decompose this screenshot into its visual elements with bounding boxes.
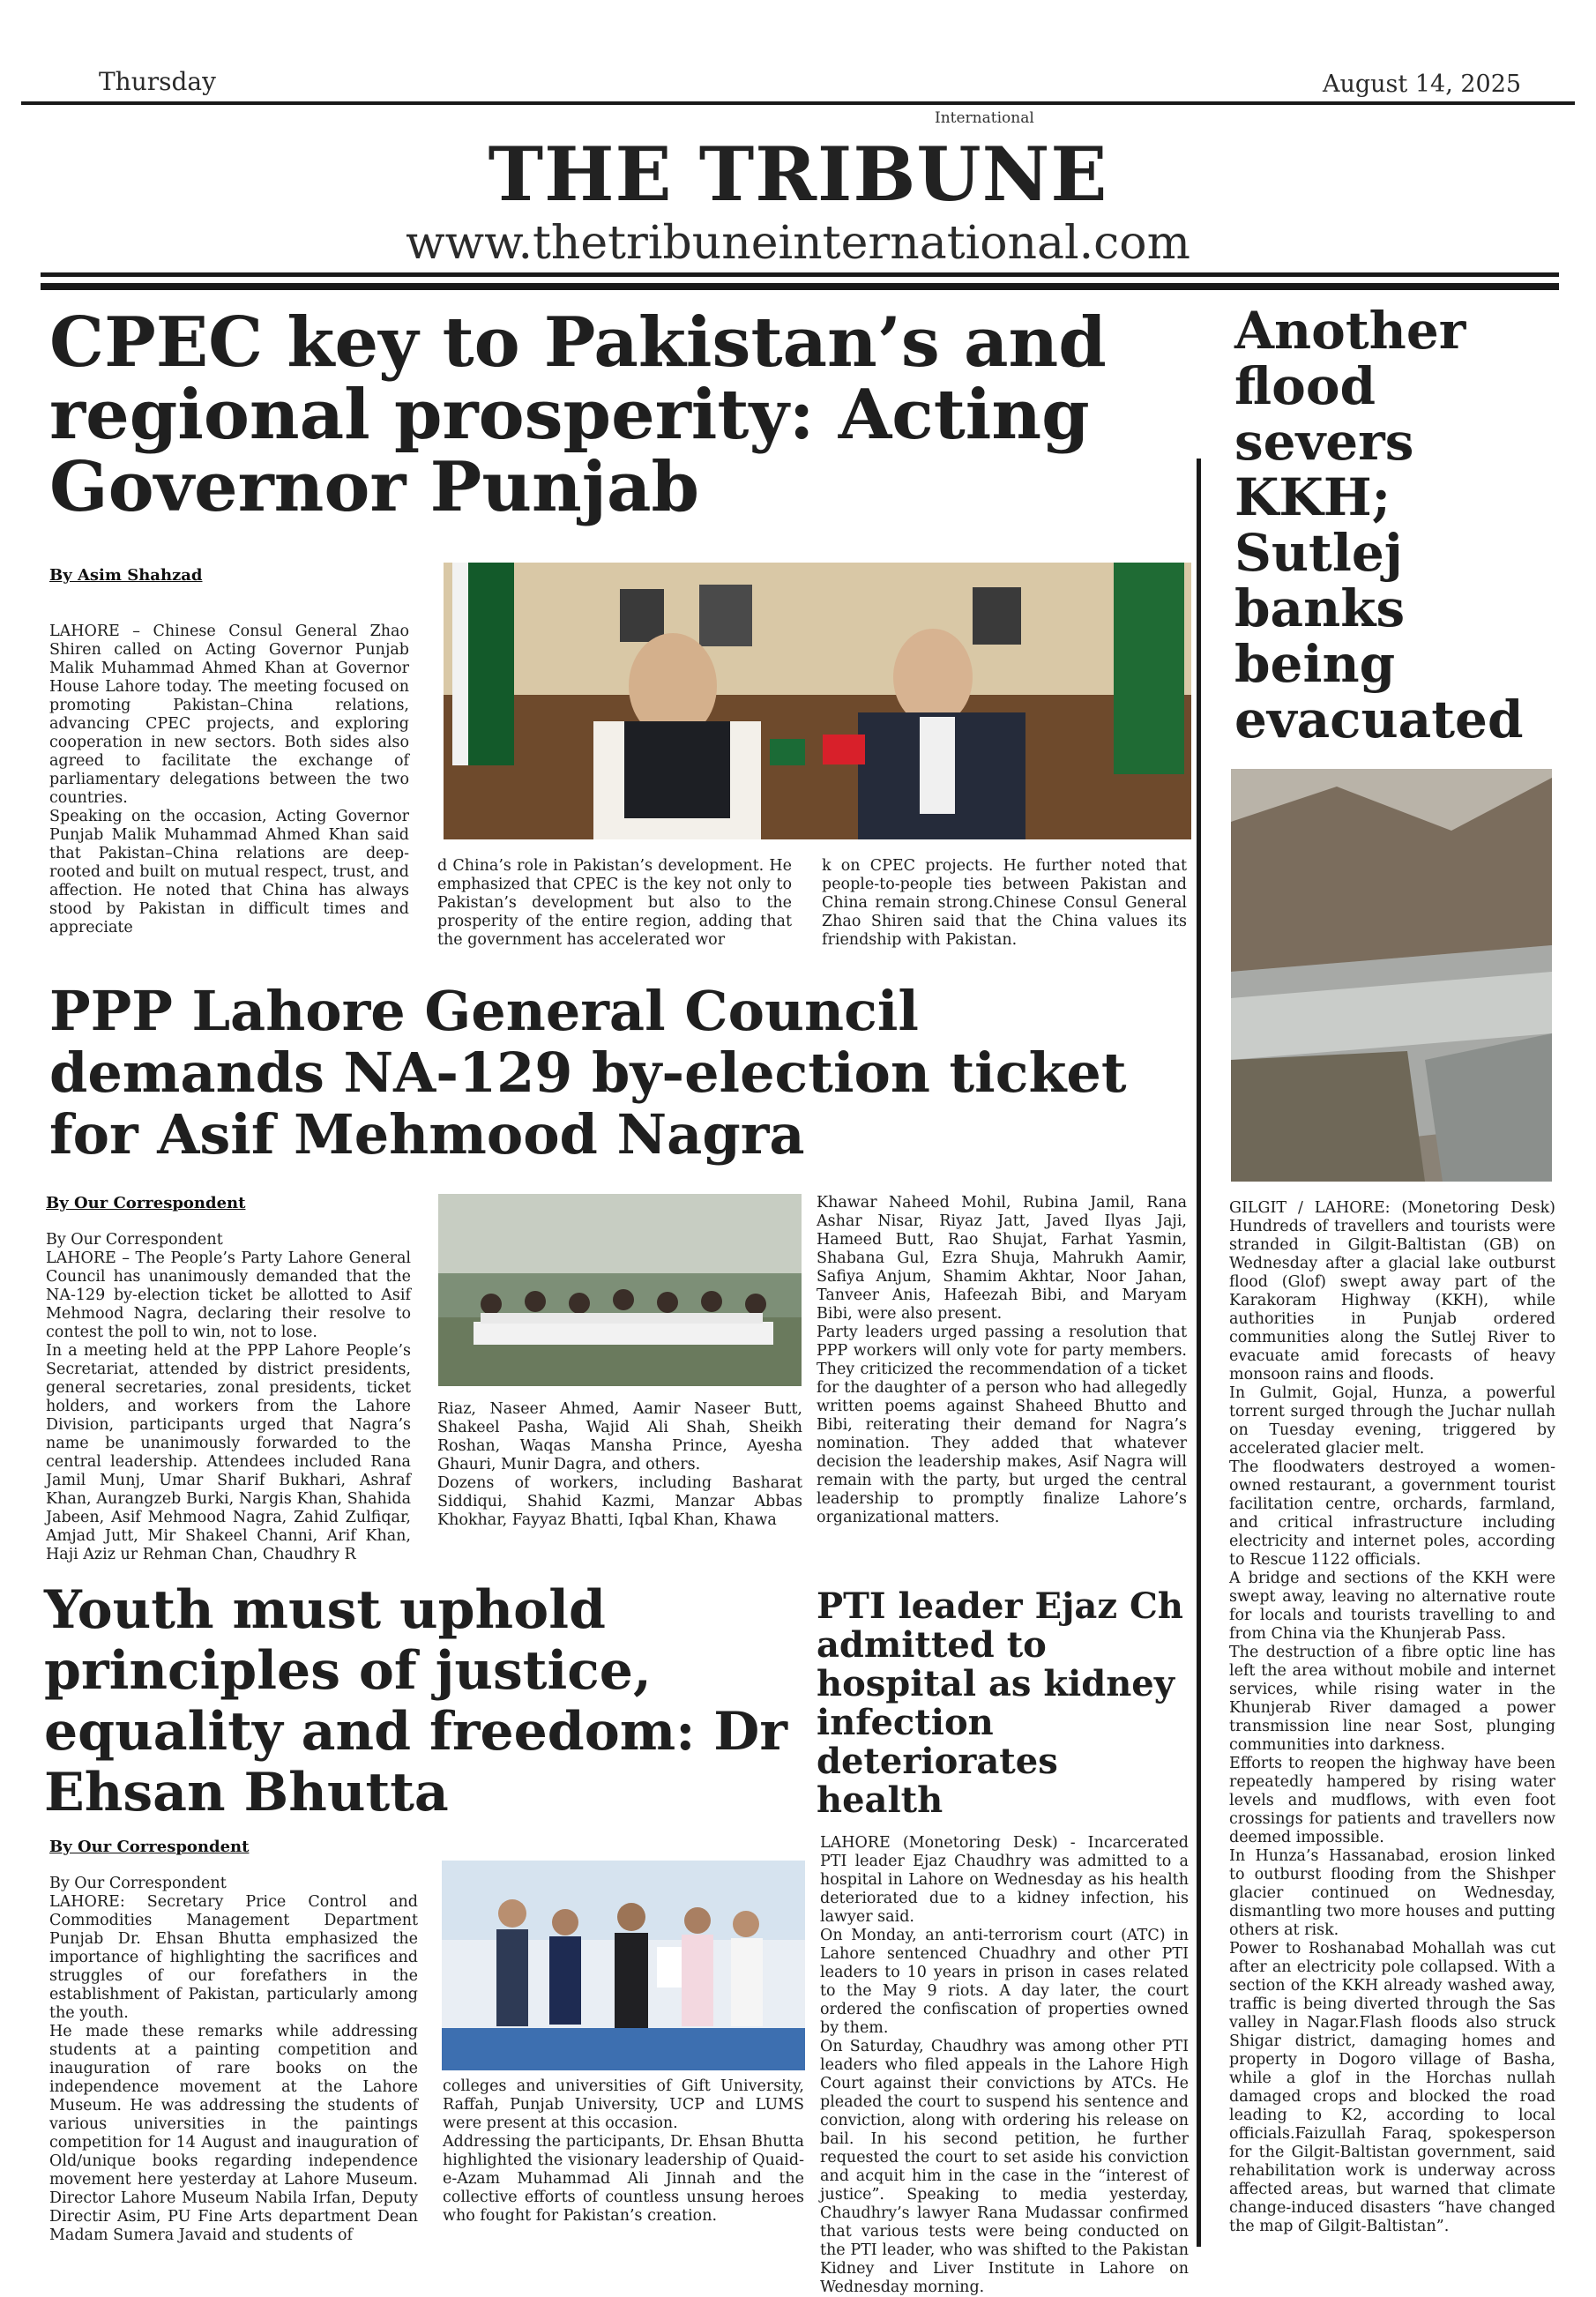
story3-headline: Youth must uphold principles of justice, equality and freedom: Dr Ehsan Bhutta: [44, 1579, 787, 1823]
story5-photo: [1231, 769, 1552, 1182]
masthead-top-rule: [21, 101, 1575, 105]
story1-col3-para1: k on CPEC projects. He further noted that people-to-people ties between Pakistan and China remain strong.Chinese Consul General Zhao Shiren said that the China values its friendship with Pakistan.: [822, 857, 1187, 949]
story2-col2-para2: Dozens of workers, including Basharat Siddiqui, Shahid Kazmi, Manzar Abbas Khokhar, Fayyaz Bhatti, Iqbal Khan, Khawa: [437, 1474, 802, 1529]
story2-col1-para2: LAHORE – The People’s Party Lahore General Council has unanimously demanded that the NA-129 by-election ticket be allotted to Asif Mehmood Nagra, declaring their resolve to contest the poll to win, not to lose.: [46, 1249, 411, 1341]
story4-para3: On Saturday, Chaudhry was among other PTI leaders who filed appeals in the Lahore High Court against their convictions by ATCs. He pleaded the court to suspend his sentence and conviction, along with ordering his release on bail. In his second petition, he further requested the court to set aside his conviction and acquit him in the case in the “interest of justice”. Speaking to media yesterday, Chaudhry’s lawyer Rana Mudassar confirmed that various tests were being conducted on the PTI leader, who was shifted to the Pakistan Kidney and Liver Institute in Lahore on Wednesday morning.: [820, 2038, 1189, 2296]
story3-col2-para2: Addressing the participants, Dr. Ehsan Bhutta highlighted the visionary leadership of Quaid-e-Azam Muhammad Ali Jinnah and the collective efforts of countless unsung heroes who fought for Pakistan’s creation.: [443, 2133, 804, 2225]
story3-col2-para1: colleges and universities of Gift University, Raffah, Punjab University, UCP and LUMS were present at this occasion.: [443, 2077, 804, 2132]
story1-headline: CPEC key to Pakistan’s and regional prosperity: Acting Governor Punjab: [49, 302, 1107, 527]
story2-col1-para3: In a meeting held at the PPP Lahore People’s Secretariat, attended by district presidents, general secretaries, zonal presidents, ticket holders, and workers from the Lahore Division, participants urged that Nagra’s name be unanimously forwarded to the central leadership. Attendees included Rana Jamil Munj, Umar Sharif Bukhari, Ashraf Khan, Aurangzeb Burki, Nargis Khan, Shahida Jabeen, Asif Mehmood Nagra, Zahid Zulfiqar, Amjad Jutt, Mir Shakeel Channi, Arif Khan, Haji Aziz ur Rehman Chan, Chaudhry R: [46, 1342, 411, 1563]
story2-column-1: [46, 1231, 411, 1564]
masthead-day: Thursday: [99, 67, 216, 96]
story2-col1-para1: By Our Correspondent: [46, 1231, 223, 1249]
story5-headline: Another flood severs KKH; Sutlej banks being evacuated: [1234, 301, 1524, 750]
story1-col1-para2: Speaking on the occasion, Acting Governor Punjab Malik Muhammad Ahmed Khan said that Pakistan–China relations are deep-rooted and built on mutual respect, trust, and affection. He noted that China has always stood by Pakistan in difficult times and appreciate: [49, 808, 409, 936]
story4-para2: On Monday, an anti-terrorism court (ATC) in Lahore sentenced Chuadhry and other PTI leaders to 10 years in prison in cases related to the May 9 riots. A day later, the court ordered the confiscation of properties owned by them.: [820, 1927, 1189, 2037]
story5-para6: Efforts to reopen the highway have been repeatedly hampered by rising water levels and mudflows, with even foot crossings for patients and travellers now deemed impossible.: [1229, 1755, 1555, 1846]
story3-col1-para2: LAHORE: Secretary Price Control and Commodities Management Department Punjab Dr. Ehsan Bhutta emphasized the importance of highlighting the sacrifices and struggles of our forefathers in the establishment of Pakistan, particularly among the youth.: [49, 1893, 418, 2022]
story2-column-2: [437, 1400, 802, 1530]
story5-para5: The destruction of a fibre optic line has left the area without mobile and internet services, while rising water in the Khunjerab River damaged a power transmission line near Sost, plunging communities into darkness.: [1229, 1644, 1555, 1754]
story4-para1: LAHORE (Monetoring Desk) - Incarcerated PTI leader Ejaz Chaudhry was admitted to a hospital in Lahore on Wednesday as his health deteriorated due to a kidney infection, his lawyer said.: [820, 1834, 1189, 1926]
story5-para2: In Gulmit, Gojal, Hunza, a powerful torrent surged through the Juchar nullah on Tuesday evening, triggered by accelerated glacier melt.: [1229, 1384, 1555, 1458]
story3-col1-para3: He made these remarks while addressing students at a painting competition and inauguration of rare books on the independence movement at the Lahore Museum. He was addressing the students of various universities in the paintings competition for 14 August and inauguration of Old/unique books regarding independence movement here yesterday at Lahore Museum. Director Lahore Museum Nabila Irfan, Deputy Directir Asim, PU Fine Arts department Dean Madam Sumera Javaid and students of: [49, 2023, 418, 2244]
story2-col3-para2: Party leaders urged passing a resolution that PPP workers will only vote for party members. They criticized the recommendation of a ticket for the daughter of a person who had allegedly written poems against Shaheed Bhutto and Bibi, reiterating their demand for Nagra’s nomination. They added that whatever decision the leadership makes, Asif Nagra will remain with the party, but urged the central leadership to promptly finalize Lahore’s organizational matters.: [817, 1324, 1187, 1526]
story5-column: [1229, 1199, 1555, 2236]
story2-col2-para1: Riaz, Naseer Ahmed, Aamir Naseer Butt, Shakeel Pasha, Wajid Ali Shah, Sheikh Roshan, Waqas Mansha Prince, Ayesha Ghauri, Munir Dagra, and others.: [437, 1400, 802, 1473]
story2-col3-para1: Khawar Naheed Mohil, Rubina Jamil, Rana Ashar Nisar, Riyaz Jatt, Javed Ilyas Jaji, Hameed Butt, Rao Shujat, Farhat Yasmin, Shabana Gul, Ezra Shuja, Mahrukh Aamir, Safiya Anjum, Shamim Akhtar, Noor Jahan, Tanveer Anis, Hafeezah Bibi, and Maryam Bibi, were also present.: [817, 1194, 1187, 1323]
story1-photo: [444, 563, 1191, 839]
masthead-tag: International: [935, 109, 1034, 127]
masthead-url: www.thetribuneinternational.com: [406, 217, 1190, 270]
story1-col2-para1: d China’s role in Pakistan’s development. He emphasized that CPEC is the key not only to Pakistan’s development but also to the prosperity of the entire region, adding that the government has accelerated wor: [437, 857, 792, 949]
masthead-rule-2: [41, 283, 1559, 290]
story1-col1-para1: LAHORE – Chinese Consul General Zhao Shiren called on Acting Governor Punjab Malik Muhammad Ahmed Khan at Governor House Lahore today. The meeting focused on promoting Pakistan–China relations, advancing CPEC projects, and exploring cooperation in new sectors. Both sides also agreed to facilitate the exchange of parliamentary delegations between the two countries.: [49, 623, 409, 807]
story5-para8: Power to Roshanabad Mohallah was cut after an electricity pole collapsed. With a section of the KKH already washed away, traffic is being diverted through the Sas valley in Nagar.Flash floods also struck Shigar district, damaging homes and property in Dogoro village of Basha, while a glof in the Horchas nullah damaged crops and blocked the road leading to K2, according to local officials.Faizullah Faraq, spokesperson for the Gilgit-Baltistan government, said rehabilitation work is underway across affected areas, but warned that climate change-induced disasters “have changed the map of Gilgit-Baltistan”.: [1229, 1940, 1555, 2235]
story3-col1-para1: By Our Correspondent: [49, 1875, 227, 1892]
story4-column: [820, 1834, 1189, 2297]
story3-column-2: [443, 2077, 804, 2226]
story2-byline: By Our Correspondent: [46, 1194, 246, 1212]
story5-para4: A bridge and sections of the KKH were swept away, leaving no alternative route for locals and tourists travelling to and from China via the Khunjerab Pass.: [1229, 1570, 1555, 1643]
story2-photo: [438, 1194, 802, 1386]
story5-para7: In Hunza’s Hassanabad, erosion linked to outburst flooding from the Shishper glacier continued on Wednesday, dismantling two more houses and putting others at risk.: [1229, 1847, 1555, 1939]
masthead-rule-1: [41, 272, 1559, 277]
story2-column-3: [817, 1194, 1187, 1527]
story3-byline: By Our Correspondent: [49, 1838, 250, 1856]
masthead-title: THE TRIBUNE: [488, 131, 1108, 218]
story4-headline: PTI leader Ejaz Ch admitted to hospital as kidney infection deteriorates health: [817, 1585, 1183, 1821]
story5-para3: The floodwaters destroyed a women-owned restaurant, a government tourist facilitation centre, orchards, farmland, and critical infrastructure including electricity and internet poles, according to Rescue 1122 officials.: [1229, 1458, 1555, 1569]
story5-para1: GILGIT / LAHORE: (Monetoring Desk) Hundreds of travellers and tourists were stranded in Gilgit-Baltistan (GB) on Wednesday after a glacial lake outburst flood (Glof) swept away part of the Karakoram Highway (KKH), while authorities in Punjab ordered communities along the Sutlej River to evacuate amid forecasts of heavy monsoon rains and floods.: [1229, 1199, 1555, 1383]
story3-column-1: [49, 1875, 418, 2245]
story1-byline: By Asim Shahzad: [49, 566, 203, 585]
story2-headline: PPP Lahore General Council demands NA-129 by-election ticket for Asif Mehmood Nagra: [49, 979, 1127, 1167]
column-divider: [1197, 459, 1201, 2247]
story1-column-1: [49, 623, 409, 937]
story1-column-3: [822, 857, 1187, 950]
story1-column-2: [437, 857, 792, 950]
masthead-date: August 14, 2025: [1323, 71, 1522, 98]
story3-photo: [442, 1861, 805, 2070]
